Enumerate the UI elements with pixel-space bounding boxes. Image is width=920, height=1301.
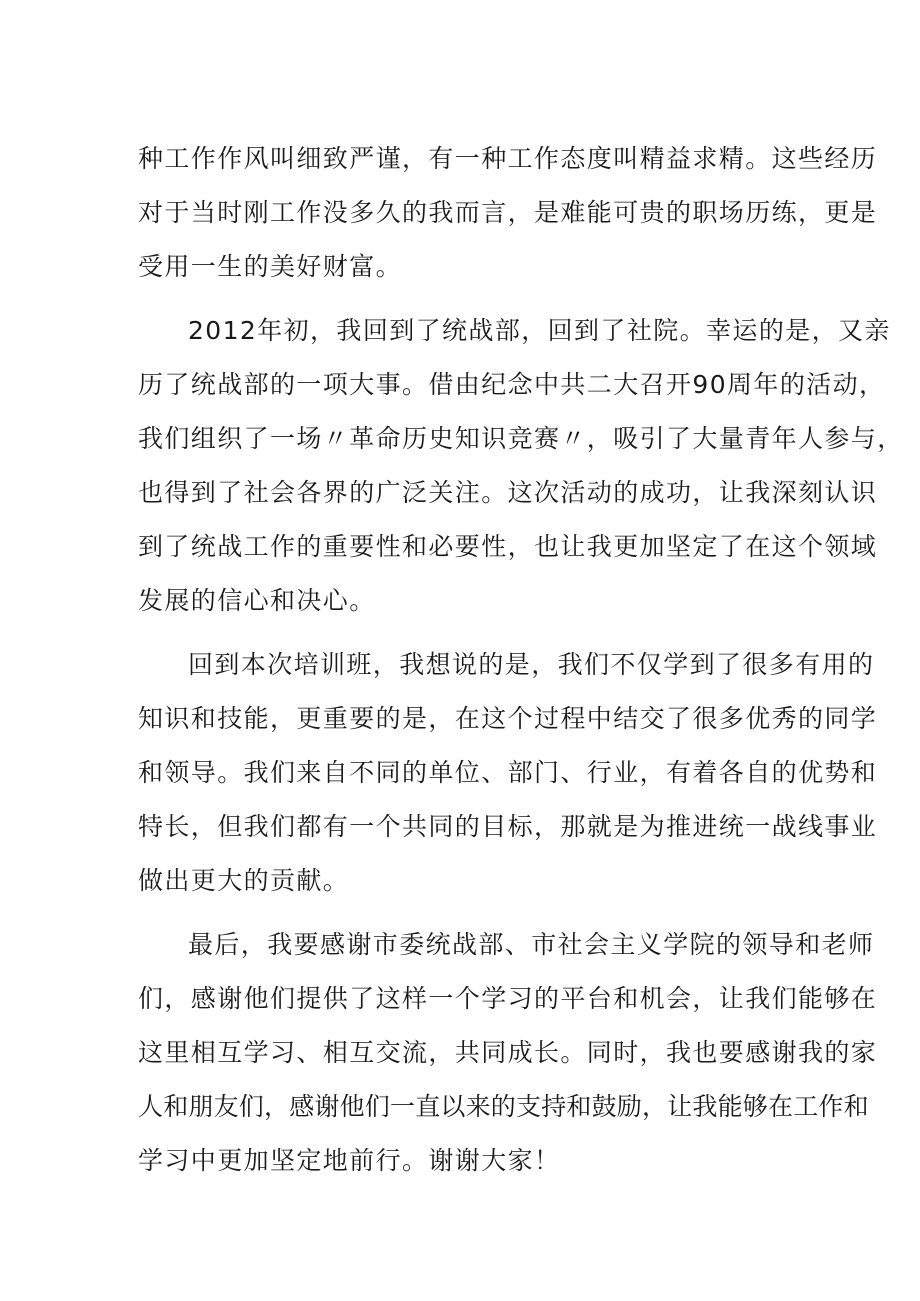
- paragraph-line: 我们组织了一场〃革命历史知识竞赛〃，吸引了大量青年人参与，: [138, 424, 904, 453]
- paragraph-line: 受用一生的美好财富。: [138, 252, 403, 281]
- paragraph-line: 回到本次培训班，我想说的是，我们不仅学到了很多有用的: [188, 650, 875, 679]
- paragraph-line: 2012年初，我回到了统战部，回到了社院。幸运的是，又亲: [188, 316, 891, 345]
- paragraph-line: 种工作作风叫细致严谨，有一种工作态度叫精益求精。这些经历: [138, 144, 878, 173]
- paragraph-line: 们，感谢他们提供了这样一个学习的平台和机会，让我们能够在: [138, 984, 878, 1013]
- paragraph-line: 也得到了社会各界的广泛关注。这次活动的成功，让我深刻认识: [138, 478, 878, 507]
- document-body: [138, 132, 904, 1188]
- paragraph-line: 知识和技能，更重要的是，在这个过程中结交了很多优秀的同学: [138, 704, 878, 733]
- paragraph-line: 做出更大的贡献。: [138, 866, 350, 895]
- paragraph-line: 学习中更加坚定地前行。谢谢大家！: [138, 1146, 561, 1175]
- paragraph-4: [138, 918, 878, 1188]
- paragraph-line: 最后，我要感谢市委统战部、市社会主义学院的领导和老师: [188, 930, 875, 959]
- paragraph-line: 到了统战工作的重要性和必要性，也让我更加坚定了在这个领域: [138, 532, 878, 561]
- paragraph-line: 这里相互学习、相互交流，共同成长。同时，我也要感谢我的家: [138, 1038, 878, 1067]
- paragraph-line: 对于当时刚工作没多久的我而言，是难能可贵的职场历练，更是: [138, 198, 878, 227]
- paragraph-2: [138, 304, 904, 628]
- paragraph-3: [138, 638, 878, 908]
- paragraph-line: 人和朋友们，感谢他们一直以来的支持和鼓励，让我能够在工作和: [138, 1092, 869, 1121]
- paragraph-1: [138, 132, 878, 294]
- paragraph-line: 发展的信心和决心。: [138, 586, 376, 615]
- paragraph-line: 和领导。我们来自不同的单位、部门、行业，有着各自的优势和: [138, 758, 878, 787]
- paragraph-line: 特长，但我们都有一个共同的目标，那就是为推进统一战线事业: [138, 812, 878, 841]
- paragraph-line: 历了统战部的一项大事。借由纪念中共二大召开90周年的活动，: [138, 370, 886, 399]
